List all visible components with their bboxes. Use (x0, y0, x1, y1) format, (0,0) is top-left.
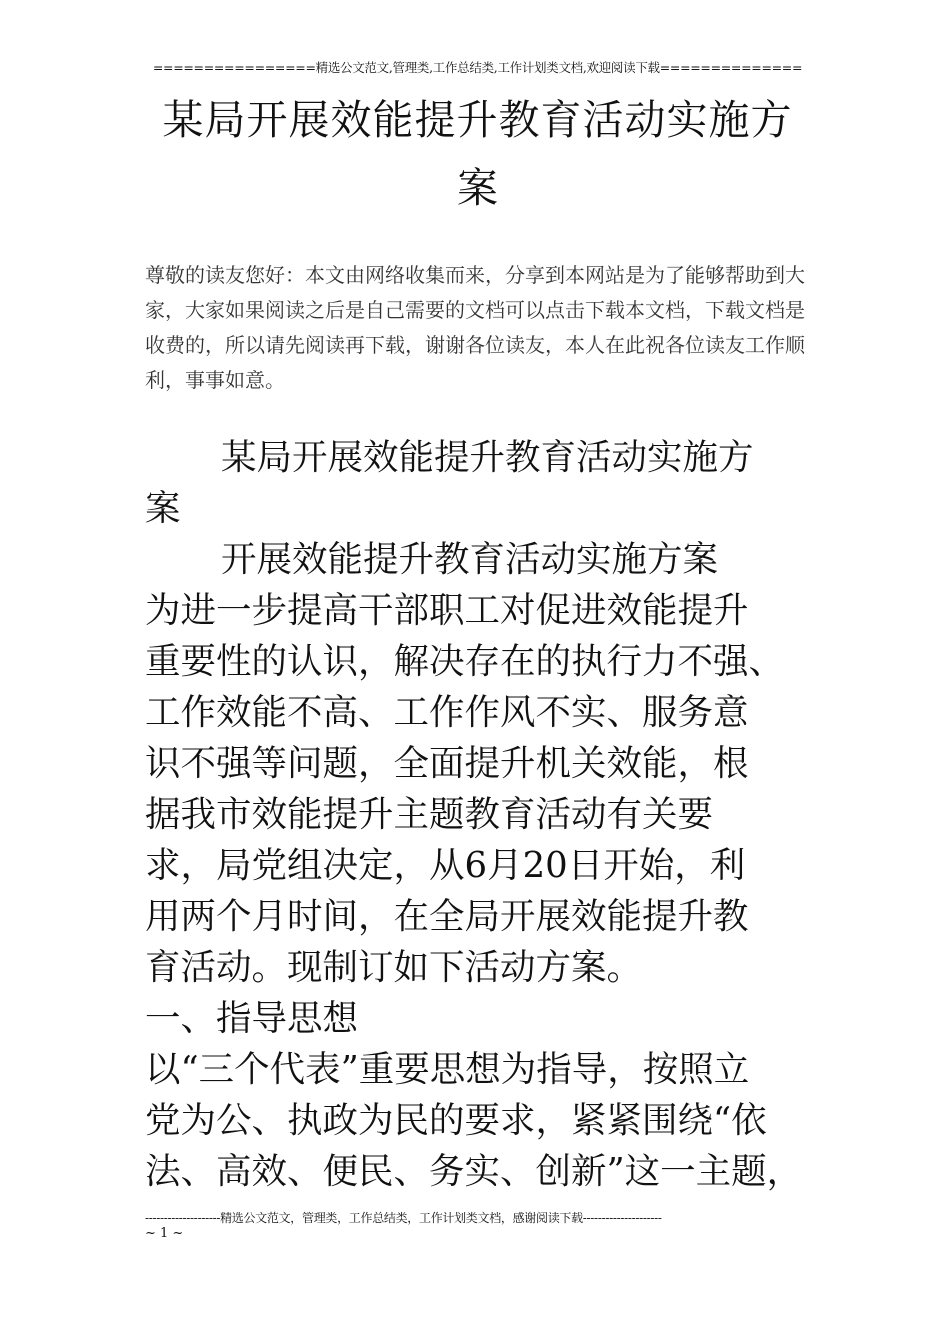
footer-banner: --------------------精选公文范文，管理类，工作总结类，工作计划类文档，感谢阅读下载--------------------- (145, 1211, 662, 1225)
document-title-line-1: 某局开展效能提升教育活动实施方 (162, 96, 793, 144)
body-text-line: 重要性的认识，解决存在的执行力不强、 (145, 641, 785, 682)
body-heading-line-1: 某局开展效能提升教育活动实施方 (221, 437, 754, 478)
document-title-line-2: 案 (457, 164, 498, 212)
document-body (145, 432, 810, 1197)
body-text-line: 党为公、执政为民的要求，紧紧围绕“依 (145, 1100, 767, 1141)
body-text-line: 为进一步提高干部职工对促进效能提升 (145, 590, 749, 631)
body-heading-line-2: 案 (145, 488, 181, 529)
body-subheading: 开展效能提升教育活动实施方案 (221, 539, 719, 580)
page-number: ~ 1 ~ (145, 1226, 184, 1241)
header-banner: ================精选公文范文,管理类,工作总结类,工作计划类文档,欢迎阅读下载============== (152, 60, 803, 75)
body-text-line: 工作效能不高、工作作风不实、服务意 (145, 692, 749, 733)
section-heading-guiding-ideology: 一、指导思想 (145, 998, 359, 1039)
body-text-line: 育活动。现制订如下活动方案。 (145, 947, 643, 988)
body-text-line: 以“三个代表”重要思想为指导，按照立 (145, 1049, 750, 1090)
body-text-line: 识不强等问题，全面提升机关效能，根 (145, 743, 749, 784)
body-text-line: 用两个月时间，在全局开展效能提升教 (145, 896, 749, 937)
body-text-line: 法、高效、便民、务实、创新”这一主题， (145, 1151, 803, 1192)
reader-notice-paragraph: 尊敬的读友您好：本文由网络收集而来，分享到本网站是为了能够帮助到大家，大家如果阅读之后是自己需要的文档可以点击下载本文档，下载文档是收费的，所以请先阅读再下载，谢谢各位读友，本人在此祝各位读友工作顺利，事事如意。 (145, 263, 805, 392)
document-title (145, 86, 810, 222)
body-text-line: 求，局党组决定，从6月20日开始，利 (145, 845, 746, 886)
body-text-line: 据我市效能提升主题教育活动有关要 (145, 794, 714, 835)
